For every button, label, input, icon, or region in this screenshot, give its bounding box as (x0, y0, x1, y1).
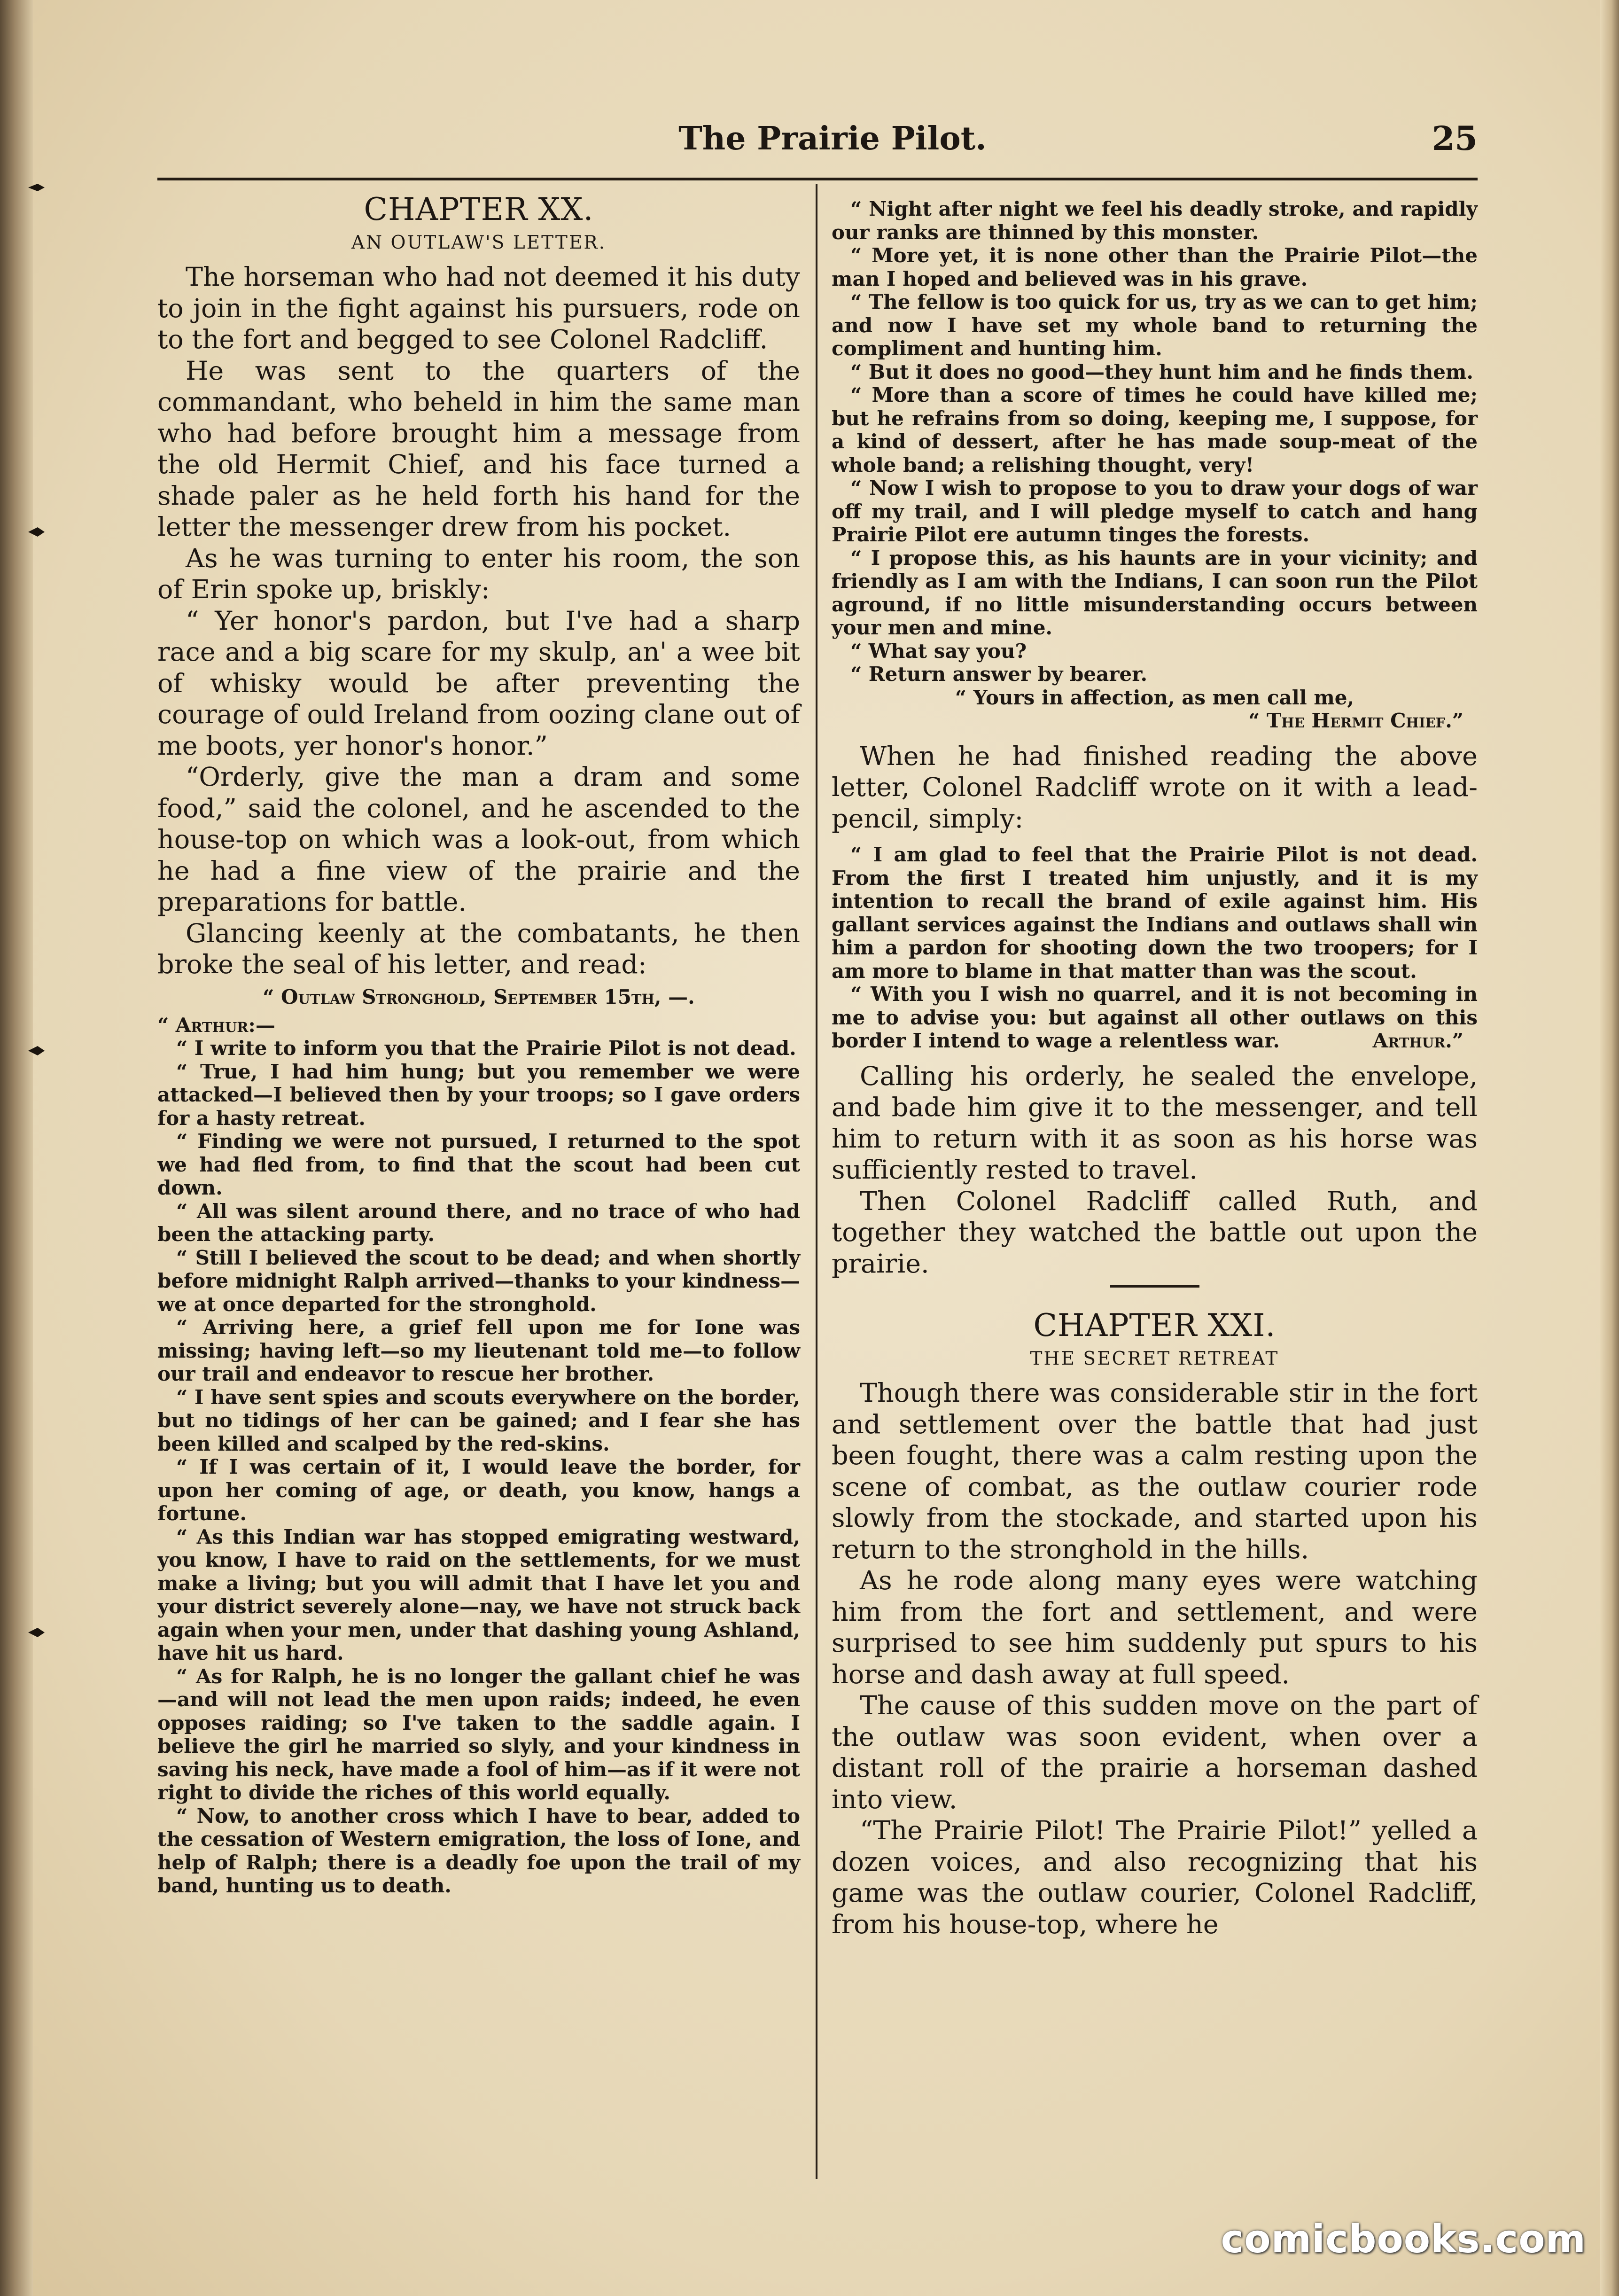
paragraph: Then Colonel Radcliff called Ruth, and together they watched the battle out upon the prairie. (832, 1186, 1478, 1279)
chapter-subtitle: THE SECRET RETREAT (1030, 1348, 1279, 1369)
section-separator (1110, 1285, 1199, 1288)
paragraph: Glancing keenly at the combatants, he then broke the seal of his letter, and read: (157, 918, 800, 980)
header-rule (157, 178, 1478, 180)
paragraph: “ Yer honor's pardon, but I've had a sharp race and a big scare for my skulp, an' a wee bit of whisky would be after preventing the courage of ould Ireland from oozing clane out of me boots, yer honor's honor.” (157, 605, 800, 761)
letter-dateline: “ Outlaw Stronghold, September 15th, —. (263, 985, 695, 1008)
letter-closing: “ Yours in affection, as men call me, (955, 686, 1354, 709)
right-column (832, 197, 1478, 1940)
paragraph: “Orderly, give the man a dram and some food,” said the colonel, and he ascended to the house-top on which was a look-out, from which he had a fine view of the prairie and the preparations for battle. (157, 762, 800, 917)
paragraph: He was sent to the quarters of the commandant, who beheld in him the same man who had before brought him a message from the old Hermit Chief, and his face turned a shade paler as he held forth his hand for the letter the messenger drew from his pocket. (157, 355, 800, 542)
binding-stitch (0, 1044, 45, 1057)
column-divider (816, 184, 817, 2179)
letter-paragraph: “ True, I had him hung; but you remember we were attacked—I believed then by your troops; so I gave orders for a hasty retreat. (157, 1060, 800, 1130)
letter-paragraph: “ Finding we were not pursued, I returned to the spot we had fled from, to find that the scout had been cut down. (157, 1130, 800, 1199)
chapter-heading: CHAPTER XXI. (1033, 1307, 1276, 1343)
paragraph: As he rode along many eyes were watching him from the fort and settlement, and were surprised to see him suddenly put spurs to his horse and dash away at full speed. (832, 1565, 1478, 1690)
paragraph: “The Prairie Pilot! The Prairie Pilot!” yelled a dozen voices, and also recognizing that his game was the outlaw courier, Colonel Radcliff, from his house-top, where he (832, 1815, 1478, 1940)
paragraph: As he was turning to enter his room, the son of Erin spoke up, briskly: (157, 543, 800, 605)
letter-paragraph: “ Return answer by bearer. (850, 663, 1148, 686)
binding-stitch (0, 181, 45, 194)
letter-paragraph: “ I have sent spies and scouts everywhere on the border, but no tidings of her can be gained; and I fear she has been killed and scalped by the red-skins. (157, 1385, 800, 1455)
letter-paragraph: “ If I was certain of it, I would leave the border, for upon her coming of age, or death, you know, hangs a fortune. (157, 1455, 800, 1525)
binding-stitch (0, 1626, 45, 1639)
running-header-title: The Prairie Pilot. (678, 120, 987, 157)
binding-stitch (0, 525, 45, 539)
letter-paragraph: “ Now, to another cross which I have to bear, added to the cessation of Western emigration, the loss of Ione, and help of Ralph; there is a deadly foe upon the trail of my band, hunting us to death. (157, 1804, 800, 1897)
watermark: comicbooks.com (1221, 2217, 1586, 2262)
book-spine (0, 0, 33, 2296)
reply-paragraph: “ I am glad to feel that the Prairie Pilot is not dead. From the first I treated him unjustly, and it is my intention to recall the brand of exile against him. His gallant services against the Indians and outlaws shall win him a pardon for shooting down the two troopers; for I am more to blame in that matter than was the scout. (832, 843, 1478, 983)
chapter-subtitle: AN OUTLAW'S LETTER. (351, 232, 607, 253)
letter-signature: “ The Hermit Chief.” (1248, 709, 1463, 732)
letter-paragraph: “ Still I believed the scout to be dead; and when shortly before midnight Ralph arrived—thanks to your kindness—we at once departed for the stronghold. (157, 1246, 800, 1316)
paragraph: Though there was considerable stir in the fort and settlement over the battle that had just been fought, there was a calm resting upon the scene of combat, as the outlaw courier rode slowly from the stockade, and started upon his return to the stronghold in the hills. (832, 1378, 1478, 1565)
letter-paragraph: “ I propose this, as his haunts are in your vicinity; and friendly as I am with the Indians, I can soon run the Pilot aground, if no little misunderstanding occurs between your men and mine. (832, 546, 1478, 639)
letter-salutation: “ Arthur:— (157, 1013, 275, 1037)
reply-text: “ With you I wish no quarrel, and it is not becoming in me to advise you: but against all other outlaws on this border I intend to wage a relentless war. (832, 983, 1478, 1052)
reply-signature: Arthur.” (1372, 1029, 1463, 1052)
letter-paragraph: “ As for Ralph, he is no longer the gallant chief he was—and will not lead the men upon raids; indeed, he even opposes raiding; so I've taken to the saddle again. I believe the girl he married so slyly, and your kindness in saving his neck, have made a fool of him—as if it were not right to divide the riches of this world equally. (157, 1664, 800, 1804)
chapter-heading: CHAPTER XX. (364, 191, 594, 227)
letter-paragraph: “ I write to inform you that the Prairie Pilot is not dead. (176, 1037, 796, 1060)
letter-paragraph: “ All was silent around there, and no trace of who had been the attacking party. (157, 1199, 800, 1246)
letter-paragraph: “ As this Indian war has stopped emigrating westward, you know, I have to raid on the settlements, for we must make a living; but you will admit that I have let you and your district severely alone—nay, we have not struck back again when your men, under that dashing young Ashland, have hit us hard. (157, 1525, 800, 1664)
letter-paragraph: “ Now I wish to propose to you to draw your dogs of war off my trail, and I will pledge myself to catch and hang Prairie Pilot ere autumn tinges the forests. (832, 476, 1478, 546)
paragraph: The cause of this sudden move on the part of the outlaw was soon evident, when over a distant roll of the prairie a horseman dashed into view. (832, 1690, 1478, 1815)
letter-paragraph: “ What say you? (850, 639, 1027, 663)
page-number: 25 (1432, 119, 1478, 158)
letter-paragraph: “ But it does no good—they hunt him and he finds them. (850, 360, 1474, 383)
letter-paragraph: “ Night after night we feel his deadly stroke, and rapidly our ranks are thinned by this monster. (832, 197, 1478, 244)
reply-paragraph (832, 983, 1478, 1053)
paragraph: The horseman who had not deemed it his duty to join in the fight against his pursuers, rode on to the fort and begged to see Colonel Radcliff. (157, 262, 800, 355)
left-column (157, 190, 800, 1898)
page-edge (1600, 0, 1619, 2296)
letter-paragraph: “ More than a score of times he could have killed me; but he refrains from so doing, keeping me, I suppose, for a kind of dessert, after he has made soup-meat of the whole band; a relishing thought, very! (832, 383, 1478, 476)
letter-paragraph: “ More yet, it is none other than the Prairie Pilot—the man I hoped and believed was in his grave. (832, 244, 1478, 290)
paragraph: When he had finished reading the above letter, Colonel Radcliff wrote on it with a lead-pencil, simply: (832, 741, 1478, 834)
letter-paragraph: “ Arriving here, a grief fell upon me for Ione was missing; having left—so my lieutenant told me—to follow our trail and endeavor to rescue her brother. (157, 1316, 800, 1385)
paragraph: Calling his orderly, he sealed the envelope, and bade him give it to the messenger, and tell him to return with it as soon as his horse was sufficiently rested to travel. (832, 1061, 1478, 1185)
letter-paragraph: “ The fellow is too quick for us, try as we can to get him; and now I have set my whole band to returning the compliment and hunting him. (832, 290, 1478, 360)
